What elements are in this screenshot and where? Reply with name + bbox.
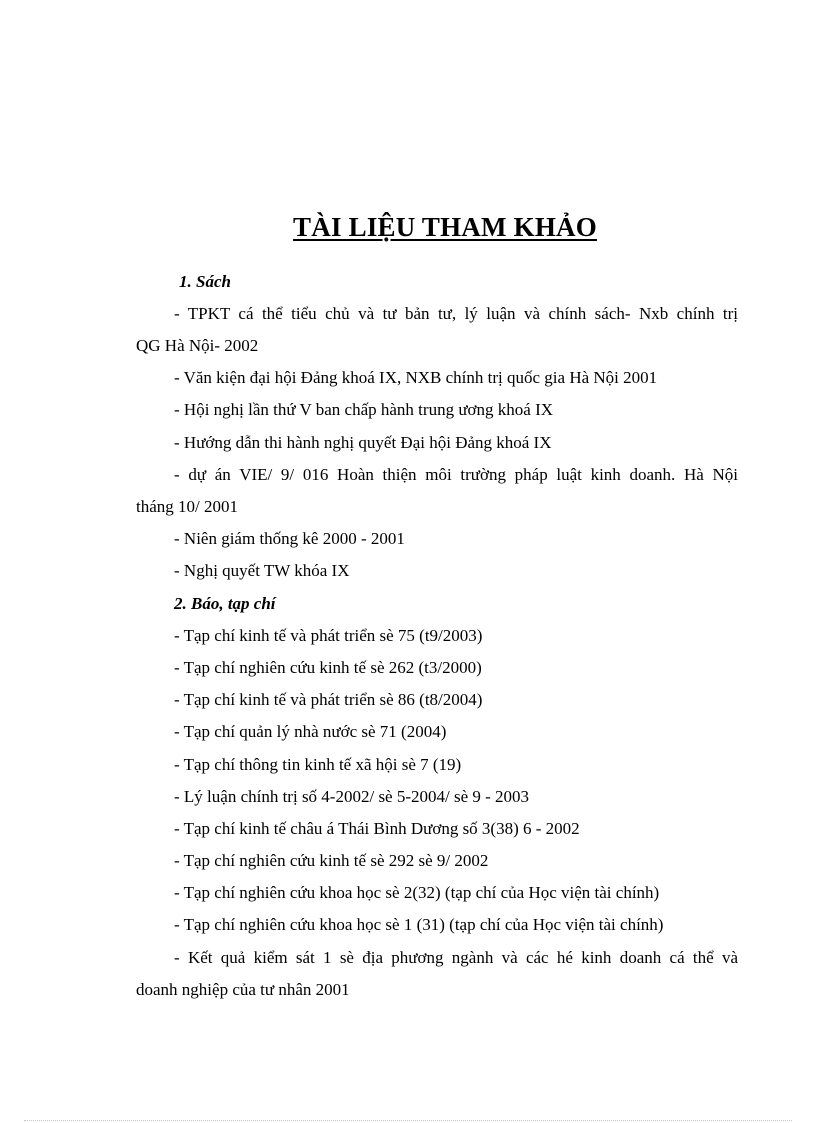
reference-item: - Niên giám thống kê 2000 - 2001 — [174, 529, 405, 548]
reference-item: - Văn kiện đại hội Đảng khoá IX, NXB chính trị quốc gia Hà Nội 2001 — [174, 368, 658, 387]
section-heading-journals: 2. Báo, tạp chí — [174, 594, 276, 613]
reference-item: - Tạp chí thông tin kinh tế xã hội sè 7 (19) — [174, 755, 462, 774]
reference-item: - Hội nghị lần thứ V ban chấp hành trung ương khoá IX — [174, 400, 554, 419]
reference-item: - Lý luận chính trị số 4-2002/ sè 5-2004/ sè 9 - 2003 — [174, 787, 530, 806]
reference-item: - Tạp chí kinh tế châu á Thái Bình Dương số 3(38) 6 - 2002 — [174, 819, 580, 838]
reference-item: - Tạp chí nghiên cứu khoa học sè 1 (31) (tạp chí của Học viện tài chính) — [174, 915, 664, 934]
reference-item: - Tạp chí nghiên cứu kinh tế sè 292 sè 9/ 2002 — [174, 851, 489, 870]
reference-item: - Hướng dẫn thi hành nghị quyết Đại hội Đảng khoá IX — [174, 433, 552, 452]
reference-item: - dự án VIE/ 9/ 016 Hoàn thiện môi trường pháp luật kinh doanh. Hà Nội — [174, 465, 738, 484]
reference-item: - Tạp chí nghiên cứu kinh tế sè 262 (t3/2000) — [174, 658, 482, 677]
reference-item-continuation: QG Hà Nội- 2002 — [136, 336, 259, 355]
reference-item-continuation: tháng 10/ 2001 — [136, 497, 238, 516]
reference-item: - Kết quả kiểm sát 1 sè địa phương ngành và các hé kinh doanh cá thể và — [174, 948, 738, 967]
page-bottom-divider — [24, 1120, 792, 1121]
reference-item: - Tạp chí nghiên cứu khoa học sè 2(32) (tạp chí của Học viện tài chính) — [174, 883, 660, 902]
reference-item: - TPKT cá thể tiểu chủ và tư bản tư, lý luận và chính sách- Nxb chính trị — [174, 304, 738, 323]
reference-item: - Nghị quyết TW khóa IX — [174, 561, 350, 580]
section-heading-books: 1. Sách — [179, 272, 231, 291]
reference-item: - Tạp chí quản lý nhà nước sè 71 (2004) — [174, 722, 447, 741]
reference-item-continuation: doanh nghiệp của tư nhân 2001 — [136, 980, 350, 999]
reference-item: - Tạp chí kinh tế và phát triển sè 86 (t8/2004) — [174, 690, 483, 709]
reference-item: - Tạp chí kinh tế và phát triển sè 75 (t9/2003) — [174, 626, 483, 645]
page-title: TÀI LIỆU THAM KHẢO — [293, 212, 597, 242]
